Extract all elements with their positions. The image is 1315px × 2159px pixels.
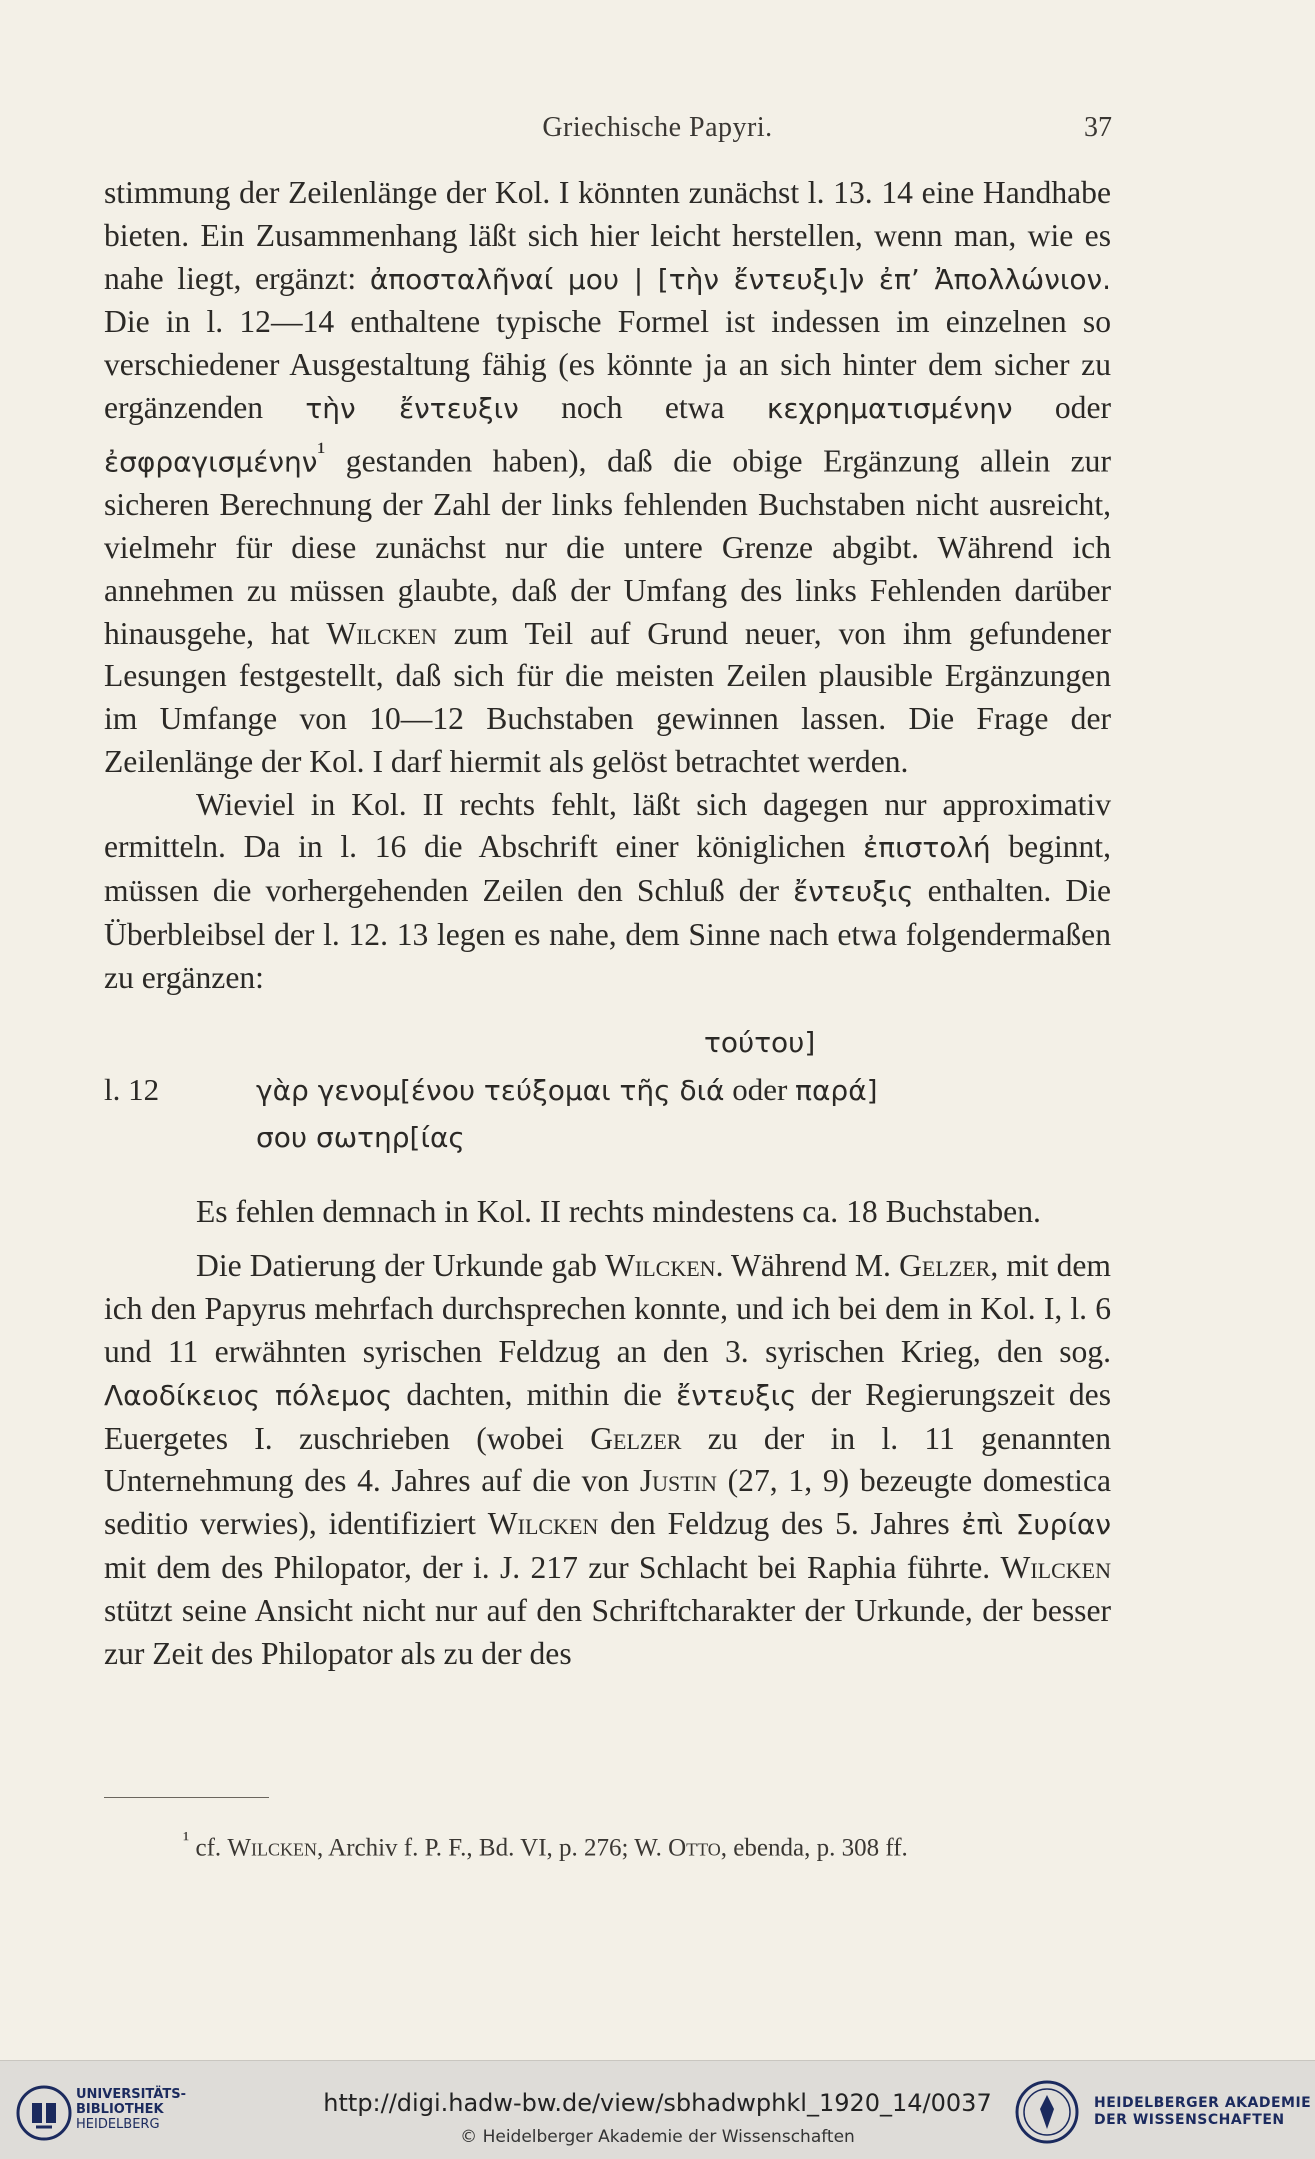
library-name-line: UNIVERSITÄTS- bbox=[76, 2087, 186, 2102]
greek-text: ἐσφραγισμένην bbox=[104, 445, 318, 479]
viewer-footer bbox=[0, 2060, 1315, 2159]
text-run: , ebenda, p. 308 ff. bbox=[720, 1834, 908, 1862]
text-run: , Archiv f. P. F., Bd. VI, p. 276; W. bbox=[317, 1834, 669, 1862]
greek-text: ἐπιστολή bbox=[863, 831, 991, 865]
text-run: oder bbox=[724, 1071, 796, 1107]
text-run: . Während M. bbox=[715, 1248, 900, 1284]
text-run: Die Datierung der Urkunde gab bbox=[196, 1248, 606, 1284]
text-run: enthalten. Die Überbleibsel der l. 12. 13 legen es nahe, dem Sinne nach etwa folgendermaßen zu ergänzen: bbox=[104, 873, 1112, 995]
paragraph-2 bbox=[104, 784, 1111, 1000]
text-run: Die in l. 12—14 enthaltene typische Formel ist indessen im einzelnen so verschiedener Ausgestaltung fähig (es könnte ja an sich hinter dem sicher zu ergänzenden bbox=[104, 304, 1111, 425]
author-name: Wilcken bbox=[487, 1506, 599, 1542]
line-reference: l. 12 bbox=[104, 1071, 160, 1107]
greek-text: ἐπὶ Συρίαν bbox=[961, 1508, 1111, 1542]
text-run: der Regierungszeit des Euergetes I. zuschrieben (wobei bbox=[104, 1376, 1112, 1456]
footnote-divider bbox=[104, 1797, 269, 1798]
spacer bbox=[104, 1233, 1111, 1245]
author-name: Gelzer bbox=[899, 1248, 991, 1284]
footnote bbox=[183, 1827, 1123, 1862]
greek-text: παρά] bbox=[795, 1073, 878, 1107]
copyright-notice: © Heidelberger Akademie der Wissenschaften bbox=[460, 2127, 855, 2147]
library-name-line: HEIDELBERG bbox=[76, 2117, 160, 2132]
author-name: Otto bbox=[668, 1834, 721, 1862]
text-run: cf. bbox=[195, 1834, 228, 1862]
author-name: Wilcken bbox=[605, 1248, 716, 1284]
greek-text: τὴν ἔντευξιν bbox=[305, 391, 519, 425]
text-run: stützt seine Ansicht nicht nur auf den Schriftcharakter der Urkunde, der besser zur Zeit des Philopator als zu der des bbox=[104, 1592, 1111, 1671]
text-run: mit dem des Philopator, der i. J. 217 zur Schlacht bei Raphia führte. bbox=[104, 1550, 1001, 1586]
author-name: Wilcken bbox=[227, 1834, 318, 1862]
reconstruction-line-3: σου σωτηρ[ίας bbox=[256, 1120, 465, 1154]
paragraph-3: Es fehlen demnach in Kol. II rechts mindestens ca. 18 Buchstaben. bbox=[196, 1193, 1041, 1229]
greek-text: κεχρηματισμένην bbox=[766, 391, 1013, 425]
text-run: dachten, mithin die bbox=[392, 1376, 677, 1412]
reconstruction-line-1: τούτου] bbox=[704, 1025, 816, 1059]
academy-name bbox=[1094, 2095, 1311, 2129]
greek-text: ἔντευξις bbox=[793, 875, 914, 909]
text-run: (27, 1, 9) bezeugte domestica seditio verwies), identifiziert bbox=[104, 1463, 1111, 1542]
text-run: , mit dem ich den Papyrus mehrfach durchsprechen konnte, und ich bei dem in Kol. I, l. 6 und 11 erwähnten syrischen Feldzug an den 3. syrischen Krieg, den sog. bbox=[104, 1248, 1111, 1370]
text-run: zu der in l. 11 genannten Unternehmung des 4. Jahres auf die von bbox=[104, 1420, 1111, 1499]
footnote-marker: ¹ bbox=[183, 1827, 190, 1851]
author-name: Justin bbox=[639, 1463, 717, 1499]
greek-text: ἔντευξις bbox=[676, 1378, 797, 1412]
academy-name-line: DER WISSENSCHAFTEN bbox=[1094, 2112, 1285, 2128]
text-run: gestanden haben), daß die obige Ergänzung allein zur sicheren Berechnung der Zahl der links fehlenden Buchstaben nicht ausreicht, vielmehr für diese zunächst nur die untere Grenze abgibt. Während ich annehmen zu müssen glaubte, daß der Umfang des links Fehlenden darüber hinausgehe, hat bbox=[104, 443, 1111, 651]
text-run: noch etwa bbox=[518, 389, 767, 425]
page-number: 37 bbox=[1084, 112, 1112, 143]
library-name-line: BIBLIOTHEK bbox=[76, 2102, 164, 2117]
text-run: Wieviel in Kol. II rechts fehlt, läßt sich dagegen nur approximativ ermitteln. Da in l. 16 die Abschrift einer königlichen bbox=[104, 786, 1111, 865]
greek-text: Λαοδίκειος πόλεμος bbox=[104, 1378, 393, 1412]
academy-name-line: HEIDELBERGER AKADEMIE bbox=[1094, 2095, 1312, 2111]
author-name: Gelzer bbox=[590, 1420, 682, 1456]
text-run: den Feldzug des 5. Jahres bbox=[598, 1506, 962, 1542]
text-run: oder bbox=[1012, 389, 1111, 425]
text-run: beginnt, müssen die vorhergehenden Zeilen den Schluß der bbox=[104, 829, 1111, 909]
footnote-marker: ¹ bbox=[317, 436, 326, 466]
page-header bbox=[0, 112, 1315, 152]
author-name: Wilcken bbox=[1000, 1550, 1111, 1586]
greek-text: ἀποσταλῆναί μου | [τὴν ἔντευξι]ν ἐπ’ Ἀπολλώνιον. bbox=[369, 262, 1111, 296]
greek-reconstruction bbox=[104, 1019, 1111, 1169]
text-run: zum Teil auf Grund neuer, von ihm gefundener Lesungen festgestellt, daß sich für die meisten Zeilen plausible Ergänzungen im Umfange von 10—12 Buchstaben gewinnen lassen. Die Frage der Zeilenlänge der Kol. I darf hiermit als gelöst betrachtet werden. bbox=[104, 615, 1111, 779]
reconstruction-line-2 bbox=[256, 1069, 878, 1113]
author-name: Wilcken bbox=[326, 615, 437, 651]
paragraph-4 bbox=[104, 1245, 1111, 1675]
page-body bbox=[104, 172, 1111, 1675]
running-title: Griechische Papyri. bbox=[542, 112, 773, 143]
paragraph-1 bbox=[104, 172, 1111, 784]
permalink-url[interactable]: http://digi.hadw-bw.de/view/sbhadwphkl_1920_14/0037 bbox=[323, 2089, 992, 2117]
academy-seal-icon bbox=[1014, 2079, 1080, 2145]
greek-text: γὰρ γενομ[ένου τεύξομαι τῆς διά bbox=[256, 1073, 725, 1107]
text-run: stimmung der Zeilenlänge der Kol. I könnten zunächst l. 13. 14 eine Handhabe bieten. Ein Zusammenhang läßt sich hier leicht herstellen, wenn man, wie es nahe liegt, ergänzt: bbox=[104, 175, 1111, 296]
